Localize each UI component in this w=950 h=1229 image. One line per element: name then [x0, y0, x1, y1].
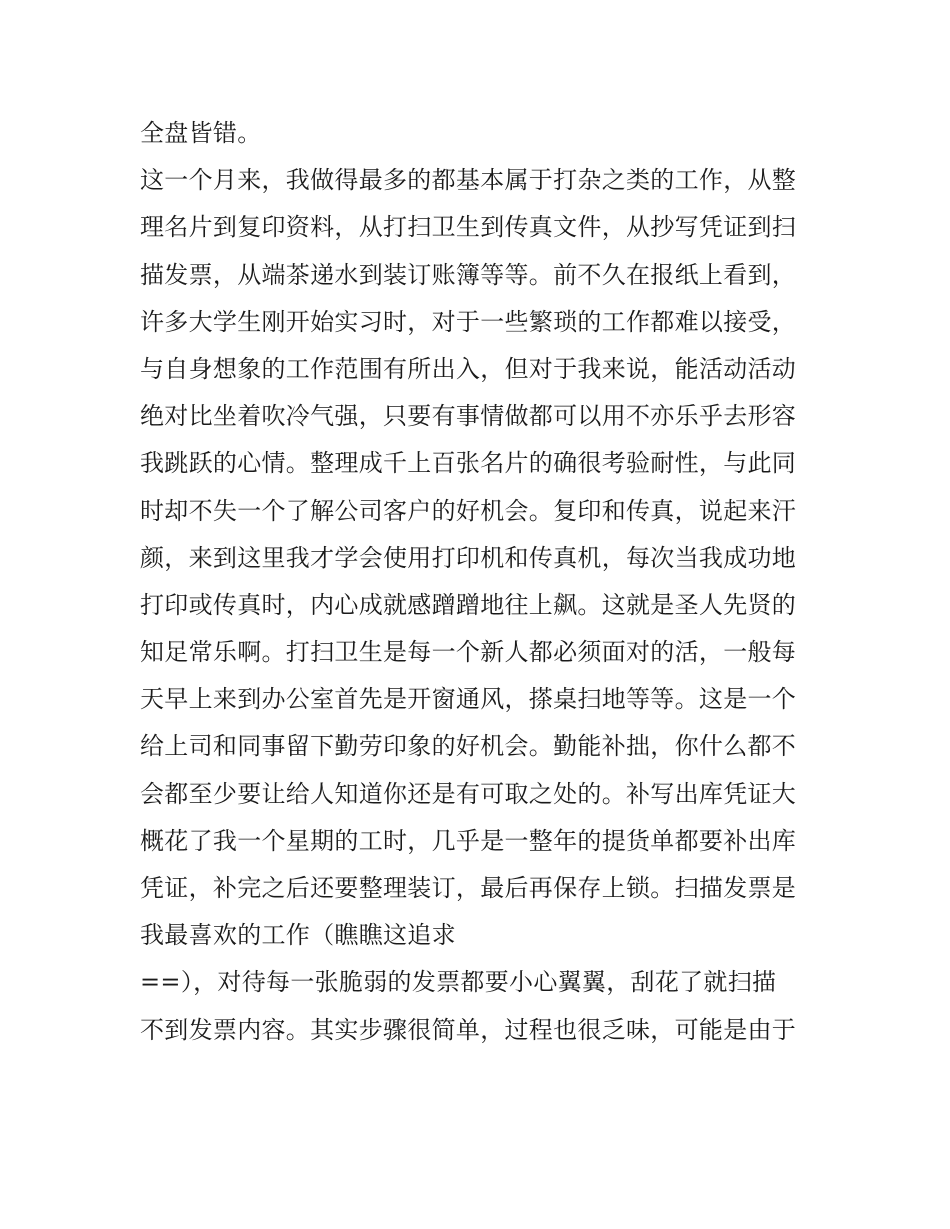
text-line: ==），对待每一张脆弱的发票都要小心翼翼，刮花了就扫描: [140, 968, 777, 997]
text-line: 不到发票内容。其实步骤很简单，过程也很乏味，可能是由于: [140, 1015, 797, 1044]
text-line: 这一个月来，我做得最多的都基本属于打杂之类的工作，从整: [140, 166, 797, 195]
text-line: 天早上来到办公室首先是开窗通风，搽桌扫地等等。这是一个: [140, 685, 797, 714]
text-line: 许多大学生刚开始实习时，对于一些繁琐的工作都难以接受，: [140, 307, 797, 336]
text-line: 知足常乐啊。打扫卫生是每一个新人都必须面对的活，一般每: [140, 638, 797, 667]
text-line: 全盘皆错。: [140, 119, 262, 147]
text-line: 时却不失一个了解公司客户的好机会。复印和传真，说起来汗: [140, 496, 797, 525]
text-line: 描发票，从端茶递水到装订账簿等等。前不久在报纸上看到，: [140, 260, 797, 289]
text-line: 我跳跃的心情。整理成千上百张名片的确很考验耐性，与此同: [140, 449, 797, 478]
text-line: 凭证，补完之后还要整理装订，最后再保存上锁。扫描发票是: [140, 874, 797, 902]
text-line: 颜，来到这里我才学会使用打印机和传真机，每次当我成功地: [140, 543, 797, 572]
text-line: 给上司和同事留下勤劳印象的好机会。勤能补拙，你什么都不: [140, 732, 797, 761]
body-text: [140, 110, 820, 1054]
text-line: 理名片到复印资料，从打扫卫生到传真文件，从抄写凭证到扫: [140, 213, 797, 242]
text-line: 绝对比坐着吹冷气强，只要有事情做都可以用不亦乐乎去形容: [140, 402, 797, 431]
text-line: 与自身想象的工作范围有所出入，但对于我来说，能活动活动: [140, 354, 797, 383]
text-line: 打印或传真时，内心成就感蹭蹭地往上飙。这就是圣人先贤的: [140, 590, 797, 619]
text-line: 概花了我一个星期的工时，几乎是一整年的提货单都要补出库: [140, 826, 797, 855]
text-line: 会都至少要让给人知道你还是有可取之处的。补写出库凭证大: [140, 779, 797, 808]
text-line: 我最喜欢的工作（瞧瞧这追求: [140, 921, 456, 950]
